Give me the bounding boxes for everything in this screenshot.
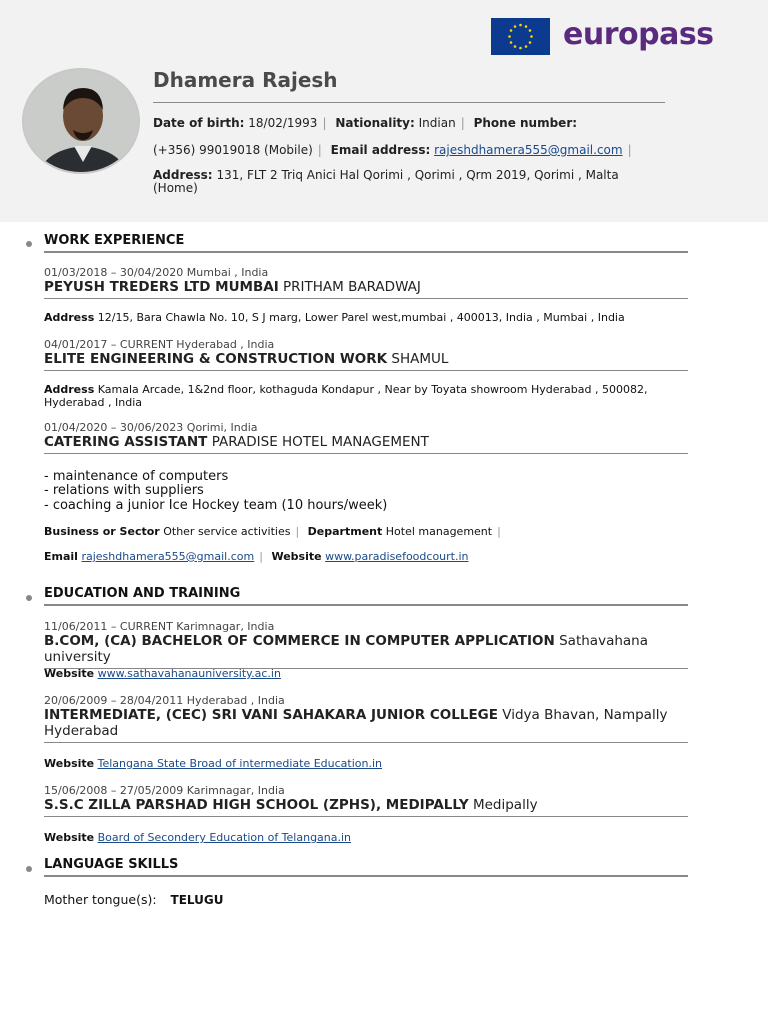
section-divider [44, 604, 688, 606]
entry-meta: 20/06/2009 – 28/04/2011 Hyderabad , India [44, 694, 285, 707]
education-entry [44, 694, 688, 743]
entry-divider [44, 370, 688, 371]
section-title: LANGUAGE SKILLS [44, 857, 179, 872]
section-bullet [26, 241, 32, 247]
section-divider [44, 875, 688, 877]
entry-meta: 04/01/2017 – CURRENT Hyderabad , India [44, 338, 275, 351]
nationality-label: Nationality: [335, 116, 415, 130]
list-item: - maintenance of computers [44, 469, 229, 484]
entry-divider [44, 742, 688, 743]
entry-title: B.COM, (CA) BACHELOR OF COMMERCE IN COMPUTER APPLICATION Sathavahana university [44, 633, 648, 665]
europass-logo: europass [563, 17, 714, 52]
sector-line: Business or Sector Other service activities | Department Hotel management | [44, 525, 501, 538]
website-link[interactable]: www.sathavahanauniversity.ac.in [97, 667, 281, 680]
eu-flag-icon [491, 18, 550, 55]
phone-value: (+356) 99019018 (Mobile) [153, 143, 313, 157]
phone-label: Phone number: [473, 116, 578, 130]
email-link[interactable]: rajeshdhamera555@gmail.com [434, 143, 623, 157]
email-link[interactable]: rajeshdhamera555@gmail.com [81, 550, 255, 563]
name-divider [153, 102, 665, 103]
personal-info-line-1: Date of birth: 18/02/1993 | Nationality: Indian | Phone number: [153, 116, 578, 130]
address-value: 131, FLT 2 Triq Anici Hal Qorimi , Qorimi , Qrm 2019, Qorimi , Malta [216, 168, 619, 182]
mother-tongue-line [44, 893, 224, 907]
entry-title: PEYUSH TREDERS LTD MUMBAI PRITHAM BARADWAJ [44, 279, 421, 295]
website-line: Website www.sathavahanauniversity.ac.in [44, 667, 281, 680]
work-entry [44, 266, 688, 299]
website-line: Website Board of Secondery Education of Telangana.in [44, 831, 352, 844]
work-address: Address 12/15, Bara Chawla No. 10, S J marg, Lower Parel west,mumbai , 400013, India , Mumbai , India [44, 311, 625, 324]
entry-title: S.S.C ZILLA PARSHAD HIGH SCHOOL (ZPHS), MEDIPALLY Medipally [44, 797, 538, 813]
entry-divider [44, 453, 688, 454]
entry-title: CATERING ASSISTANT PARADISE HOTEL MANAGEMENT [44, 434, 429, 450]
dob-label: Date of birth: [153, 116, 245, 130]
cv-header [0, 0, 768, 222]
dob-value: 18/02/1993 [248, 116, 318, 130]
website-link[interactable]: Telangana State Broad of intermediate Education.in [97, 757, 382, 770]
entry-divider [44, 816, 688, 817]
work-experience-section [44, 233, 688, 253]
contact-line: Email rajeshdhamera555@gmail.com | Website www.paradisefoodcourt.in [44, 550, 469, 563]
website-link[interactable]: Board of Secondery Education of Telangana.in [97, 831, 352, 844]
entry-meta: 01/04/2020 – 30/06/2023 Qorimi, India [44, 421, 258, 434]
website-link[interactable]: www.paradisefoodcourt.in [325, 550, 469, 563]
entry-title: ELITE ENGINEERING & CONSTRUCTION WORK SHAMUL [44, 351, 449, 367]
entry-meta: 01/03/2018 – 30/04/2020 Mumbai , India [44, 266, 269, 279]
entry-title: INTERMEDIATE, (CEC) SRI VANI SAHAKARA JUNIOR COLLEGE Vidya Bhavan, Nampally Hyderabad [44, 707, 668, 739]
person-name: Dhamera Rajesh [153, 68, 338, 92]
duties-list [44, 470, 387, 513]
mother-tongue-value: TELUGU [170, 893, 224, 907]
work-address: Address Kamala Arcade, 1&2nd floor, kothaguda Kondapur , Near by Toyata showroom Hyderabad , 500082, Hyderabad , India [44, 383, 648, 409]
mother-tongue-label: Mother tongue(s): [44, 892, 157, 907]
section-bullet [26, 595, 32, 601]
section-divider [44, 251, 688, 253]
entry-divider [44, 298, 688, 299]
list-item: - relations with suppliers [44, 483, 204, 499]
education-entry [44, 620, 688, 669]
work-entry [44, 421, 688, 454]
nationality-value: Indian [418, 116, 456, 130]
address-block [153, 169, 619, 194]
profile-photo [22, 68, 140, 174]
section-bullet [26, 866, 32, 872]
entry-meta: 11/06/2011 – CURRENT Karimnagar, India [44, 620, 275, 633]
language-section [44, 857, 688, 877]
education-section [44, 586, 688, 606]
entry-meta: 15/06/2008 – 27/05/2009 Karimnagar, India [44, 784, 285, 797]
address-label: Address: [153, 168, 213, 182]
personal-info-line-2: (+356) 99019018 (Mobile) | Email address: rajeshdhamera555@gmail.com | [153, 143, 632, 157]
website-line: Website Telangana State Broad of intermediate Education.in [44, 757, 382, 770]
work-entry [44, 338, 688, 371]
education-entry [44, 784, 688, 817]
address-value-2: (Home) [153, 180, 198, 195]
section-title: EDUCATION AND TRAINING [44, 586, 241, 601]
section-title: WORK EXPERIENCE [44, 233, 185, 248]
email-label: Email address: [330, 143, 431, 157]
list-item: - coaching a junior Ice Hockey team (10 hours/week) [44, 497, 388, 513]
